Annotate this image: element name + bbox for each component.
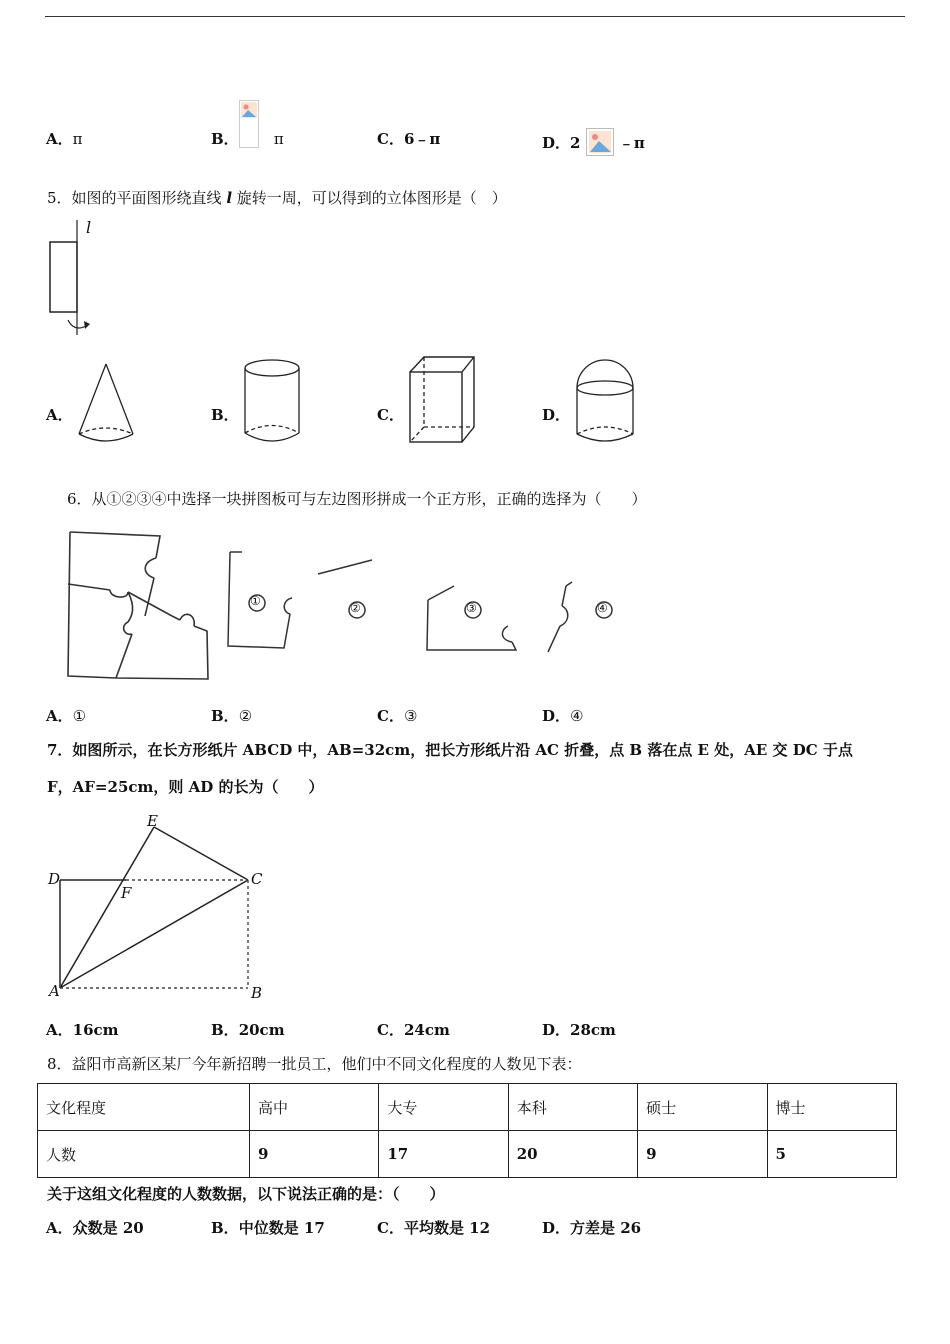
table-cell: 博士 (767, 1084, 896, 1131)
q7-option-a[interactable]: A．16cm (46, 1021, 119, 1039)
q8-question: 关于这组文化程度的人数数据，以下说法正确的是：（ ） (47, 1185, 445, 1203)
piece-label-1: ① (250, 594, 261, 608)
q4-option-c[interactable]: C．6﹣π (377, 130, 441, 148)
q7-stem-line2: F，AF=25cm，则 AD 的长为（ ） (47, 778, 324, 796)
cone-figure[interactable] (76, 360, 138, 448)
q5-option-c[interactable]: C． (377, 406, 404, 424)
point-label-f: F (121, 884, 132, 902)
broken-image-icon (239, 100, 259, 148)
piece-label-2: ② (350, 601, 361, 615)
q8-option-d[interactable]: D．方差是 26 (542, 1219, 642, 1237)
point-label-d: D (48, 870, 61, 888)
q5-option-d[interactable]: D． (542, 406, 571, 424)
q4-option-a[interactable]: A．π (46, 130, 83, 148)
q5-option-b[interactable]: B． (211, 406, 239, 424)
piece-label-4: ④ (597, 601, 608, 615)
table-cell: 高中 (249, 1084, 378, 1131)
q7-option-d[interactable]: D．28cm (542, 1021, 616, 1039)
cylinder-figure[interactable] (242, 356, 304, 446)
header-rule (45, 16, 905, 17)
table-cell: 9 (249, 1131, 378, 1178)
point-label-a: A (49, 982, 60, 1000)
q6-stem: 6．从①②③④中选择一块拼图板可与左边图形拼成一个正方形，正确的选择为（ ） (67, 490, 647, 508)
q4-option-d[interactable]: D．2 ﹣π (542, 128, 645, 156)
q7-option-b[interactable]: B．20cm (211, 1021, 285, 1039)
table-cell: 硕士 (638, 1084, 767, 1131)
broken-image-icon (586, 128, 614, 156)
point-label-b: B (251, 984, 263, 1002)
q6-option-a[interactable]: A．① (46, 707, 87, 725)
table-cell: 大专 (379, 1084, 508, 1131)
table-cell: 本科 (508, 1084, 637, 1131)
table-cell: 9 (638, 1131, 767, 1178)
q7-stem-line1: 7．如图所示，在长方形纸片 ABCD 中，AB=32cm，把长方形纸片沿 AC 折叠，点 B 落在点 E 处，AE 交 DC 于点 (47, 741, 853, 759)
q4-option-b[interactable]: B． π (211, 128, 284, 149)
q6-option-c[interactable]: C．③ (377, 707, 418, 725)
table-cell: 5 (767, 1131, 896, 1178)
table-cell: 20 (508, 1131, 637, 1178)
q5-option-a[interactable]: A． (46, 406, 73, 424)
table-row (38, 1131, 897, 1178)
education-table (37, 1083, 897, 1178)
point-label-e: E (147, 812, 158, 830)
q5-figure (40, 220, 110, 340)
q5-stem: 5．如图的平面图形绕直线 l 旋转一周，可以得到的立体图形是（ ） (47, 189, 507, 207)
table-cell: 人数 (38, 1131, 250, 1178)
table-header-row (38, 1084, 897, 1131)
point-label-c: C (251, 870, 263, 888)
axis-label-l: l (86, 218, 92, 237)
table-cell: 文化程度 (38, 1084, 250, 1131)
rectangle-fold-figure (44, 812, 269, 1002)
q7-option-c[interactable]: C．24cm (377, 1021, 450, 1039)
q8-option-a[interactable]: A．众数是 20 (46, 1219, 144, 1237)
cuboid-figure[interactable] (406, 354, 478, 446)
q8-option-c[interactable]: C．平均数是 12 (377, 1219, 491, 1237)
q6-option-b[interactable]: B．② (211, 707, 253, 725)
cylinder-hemisphere-figure[interactable] (574, 358, 638, 448)
q8-option-b[interactable]: B．中位数是 17 (211, 1219, 325, 1237)
q6-option-d[interactable]: D．④ (542, 707, 584, 725)
piece-label-3: ③ (466, 601, 477, 615)
table-cell: 17 (379, 1131, 508, 1178)
q8-stem: 8．益阳市高新区某厂今年新招聘一批员工，他们中不同文化程度的人数见下表： (47, 1055, 582, 1073)
